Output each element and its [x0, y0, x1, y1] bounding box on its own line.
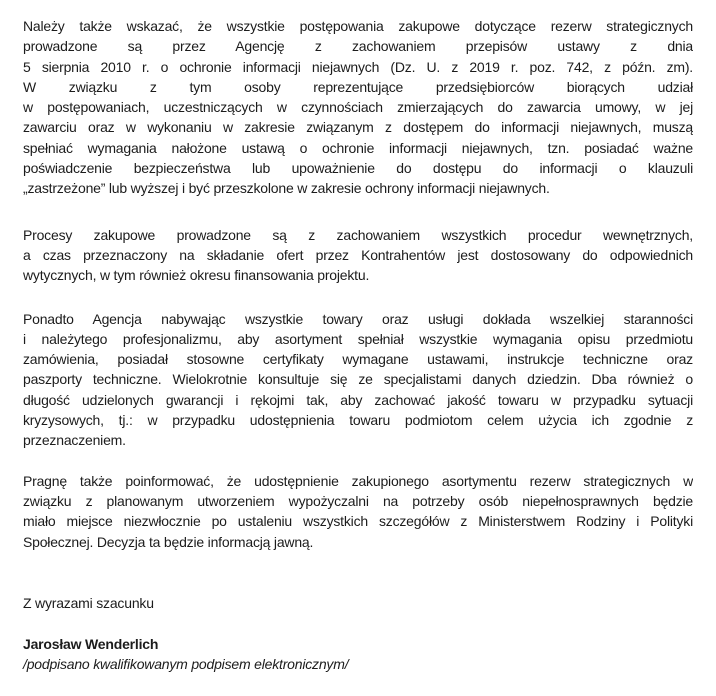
paragraph-2	[23, 225, 693, 286]
text-line: długość udzielonych gwarancji i rękojmi tak, aby zachować jakość towaru w przypadku sytuacji	[23, 391, 693, 408]
text-line: związku z planowanym utworzeniem wypożyczalni na potrzeby osób niepełnosprawnych będzie	[23, 492, 693, 509]
text-line: w postępowaniach, uczestniczących w czynnościach zmierzających do zawarcia umowy, w jej	[23, 99, 693, 116]
text-line: Należy także wskazać, że wszystkie postępowania zakupowe dotyczące rezerw strategicznych	[23, 18, 693, 34]
paragraph-4	[23, 471, 693, 552]
text-line: a czas przeznaczony na składanie ofert przez Kontrahentów jest dostosowany do odpowiednich	[23, 246, 693, 263]
text-line: i należytego profesjonalizmu, aby asortyment spełniał wszystkie wymagania opisu przedmiotu	[23, 330, 693, 347]
text-line: wytycznych, w tym również okresu finansowania projektu.	[23, 267, 370, 284]
closing-salutation: Z wyrazami szacunku	[23, 594, 154, 611]
text-line: przeznaczeniem.	[23, 432, 126, 449]
text-line: spełniać wymagania nałożone ustawą o ochronie informacji niejawnych, tzn. posiadać ważne	[23, 139, 693, 156]
text-line: Procesy zakupowe prowadzone są z zachowaniem wszystkich procedur wewnętrznych,	[23, 226, 693, 243]
text-line: zamówienia, posiadał stosowne certyfikaty wymagane ustawami, instrukcje techniczne oraz	[23, 351, 693, 368]
text-line: prowadzone są przez Agencję z zachowaniem przepisów ustawy z dnia	[23, 38, 693, 55]
signature-name: Jarosław Wenderlich	[23, 636, 159, 653]
text-line: „zastrzeżone” lub wyższej i być przeszkolone w zakresie ochrony informacji niejawnych.	[23, 180, 550, 197]
text-line: miało miejsce niezwłocznie po ustaleniu wszystkich szczegółów z Ministerstwem Rodziny i Polityki	[23, 513, 693, 530]
paragraph-3	[23, 309, 693, 451]
text-line: 5 sierpnia 2010 r. o ochronie informacji niejawnych (Dz. U. z 2019 r. poz. 742, z późn. zm).	[23, 58, 693, 75]
paragraph-1	[23, 16, 693, 199]
text-line: Pragnę także poinformować, że udostępnienie zakupionego asortymentu rezerw strategicznych w	[23, 472, 693, 489]
text-line: kryzysowych, tj.: w przypadku udostępnienia towaru podmiotom celem użycia ich zgodnie z	[23, 412, 693, 429]
text-line: W związku z tym osoby reprezentujące przedsiębiorców biorących udział	[23, 78, 693, 95]
text-line: Ponadto Agencja nabywając wszystkie towary oraz usługi dokłada wszelkiej staranności	[23, 310, 693, 327]
signature-electronic-note: /podpisano kwalifikowanym podpisem elektronicznym/	[23, 656, 349, 673]
text-line: zawarciu oraz w wykonaniu w zakresie związanym z dostępem do informacji niejawnych, muszą	[23, 119, 693, 136]
text-line: poświadczenie bezpieczeństwa lub upoważnienie do dostępu do informacji o klauzuli	[23, 160, 693, 177]
text-line: paszporty techniczne. Wielokrotnie konsultuje się ze specjalistami danych dziedzin. Dba również o	[23, 371, 693, 388]
text-line: Społecznej. Decyzja ta będzie informacją jawną.	[23, 533, 314, 550]
